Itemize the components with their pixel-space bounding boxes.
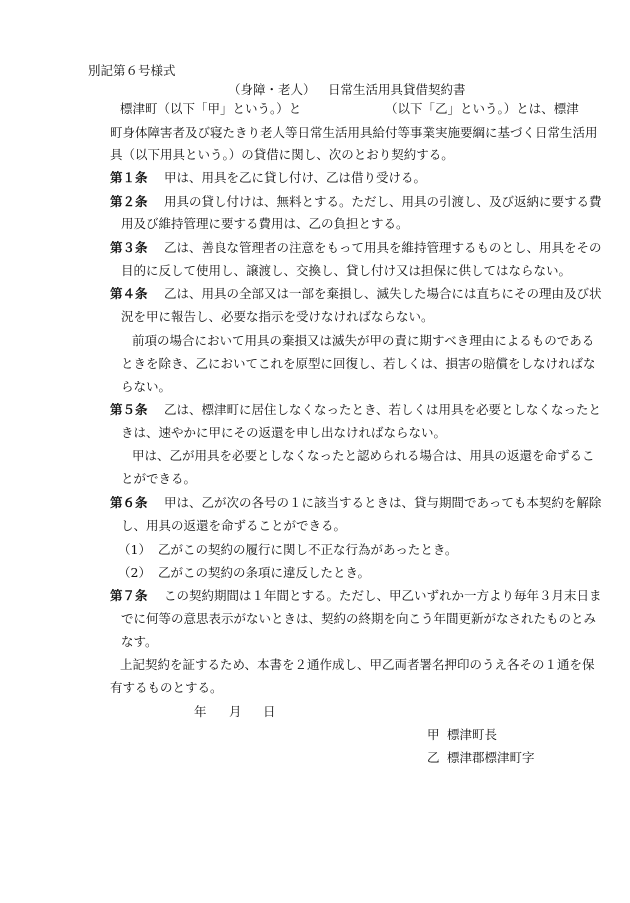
- article-1-text: 甲は、用具を乙に貸し付け、乙は借り受ける。: [164, 170, 427, 185]
- article-7: [110, 587, 602, 605]
- article-7-line-2: でに何等の意思表示がないときは、契約の終期を向こう年間更新がなされたものとみ: [121, 611, 597, 626]
- article-4-para-2-line-1: 前項の場合において用具の棄損又は滅失が甲の責に期すべき理由によるものである: [132, 333, 595, 348]
- article-4-line-2: 況を甲に報告し、必要な指示を受けなければならない。: [121, 309, 434, 324]
- article-2-line-2: 用及び維持管理に要する費用は、乙の負担とする。: [121, 216, 409, 231]
- article-7-line-1: この契約期間は１年間とする。ただし、甲乙いずれか一方より毎年３月末日ま: [164, 588, 602, 603]
- party-a: [427, 726, 497, 744]
- article-2-label: 第２条: [110, 194, 148, 209]
- article-6-line-2: し、用具の返還を命ずることができる。: [121, 518, 347, 533]
- party-a-name: 標津町長: [447, 727, 498, 742]
- party-b: [427, 749, 535, 767]
- article-6-item-1-number: （1）: [118, 542, 151, 557]
- article-6-item-1: [118, 541, 457, 559]
- date-day: 日: [263, 704, 276, 719]
- article-1: [110, 169, 426, 187]
- article-7-label: 第７条: [110, 588, 148, 603]
- article-6: [110, 494, 601, 512]
- article-6-item-2-text: 乙がこの契約の条項に違反したとき。: [158, 565, 371, 580]
- article-4-label: 第４条: [110, 286, 148, 301]
- article-6-label: 第６条: [110, 495, 148, 510]
- article-3-line-2: 目的に反して使用し、譲渡し、交換し、貸し付け又は担保に供してはならない。: [121, 263, 572, 278]
- intro-line-1b: （以下「乙」という。）とは、標津: [385, 101, 579, 116]
- article-4-para-2-line-2: ときを除き、乙においてこれを原型に回復し、若しくは、損害の賠償をしなければな: [121, 356, 596, 371]
- closing-line-2: 有するものとする。: [110, 680, 223, 695]
- article-4: [110, 285, 602, 303]
- article-3-line-1: 乙は、善良な管理者の注意をもって用具を維持管理するものとし、用具をその: [164, 240, 602, 255]
- party-b-mark: 乙: [427, 750, 440, 765]
- intro-line-3: 具（以下用具という。）の貸借に関し、次のとおり契約する。: [110, 147, 454, 162]
- closing-line-1: 上記契約を証するため、本書を２通作成し、甲乙両者署名押印のうえ各その１通を保: [120, 657, 595, 672]
- article-5-para-2-line-2: とができる。: [121, 471, 197, 486]
- title-prefix: （身障・老人）: [228, 82, 316, 97]
- article-5-line-2: きは、速やかに甲にその返還を申し出なければならない。: [121, 425, 447, 440]
- article-5-para-2-line-1: 甲は、乙が用具を必要としなくなったと認められる場合は、用具の返還を命ずるこ: [132, 448, 595, 463]
- article-5-line-1: 乙は、標津町に居住しなくなったとき、若しくは用具を必要としなくなったと: [164, 402, 602, 417]
- article-6-item-1-text: 乙がこの契約の履行に関し不正な行為があったとき。: [158, 542, 458, 557]
- intro-line-2: 町身体障害者及び寝たきり老人等日常生活用具給付等事業実施要綱に基づく日常生活用: [110, 125, 598, 140]
- party-a-mark: 甲: [427, 727, 440, 742]
- date-year: 年: [194, 704, 207, 719]
- article-7-line-3: なす。: [121, 634, 158, 649]
- article-6-item-2-number: （2）: [118, 565, 151, 580]
- article-5: [110, 401, 601, 419]
- article-5-label: 第５条: [110, 402, 148, 417]
- article-4-line-1: 乙は、用具の全部又は一部を棄損し、滅失した場合には直ちにその理由及び状: [164, 286, 602, 301]
- form-number: 別記第６号様式: [88, 63, 176, 78]
- party-b-address: 標津郡標津町字: [447, 750, 535, 765]
- date-month: 月: [229, 704, 242, 719]
- article-1-label: 第１条: [110, 170, 148, 185]
- article-2: [110, 193, 602, 211]
- intro-line-1a: 標津町（以下「甲」という。）と: [120, 101, 302, 116]
- article-6-item-2: [118, 564, 370, 582]
- article-3-label: 第３条: [110, 240, 148, 255]
- article-6-line-1: 甲は、乙が次の各号の１に該当するときは、貸与期間であっても本契約を解除: [164, 495, 602, 510]
- article-3: [110, 239, 602, 257]
- article-2-line-1: 用具の貸し付けは、無料とする。ただし、用具の引渡し、及び返納に要する費: [164, 194, 602, 209]
- document-title: 日常生活用具貸借契約書: [328, 82, 466, 97]
- article-4-para-2-line-3: らない。: [121, 379, 172, 394]
